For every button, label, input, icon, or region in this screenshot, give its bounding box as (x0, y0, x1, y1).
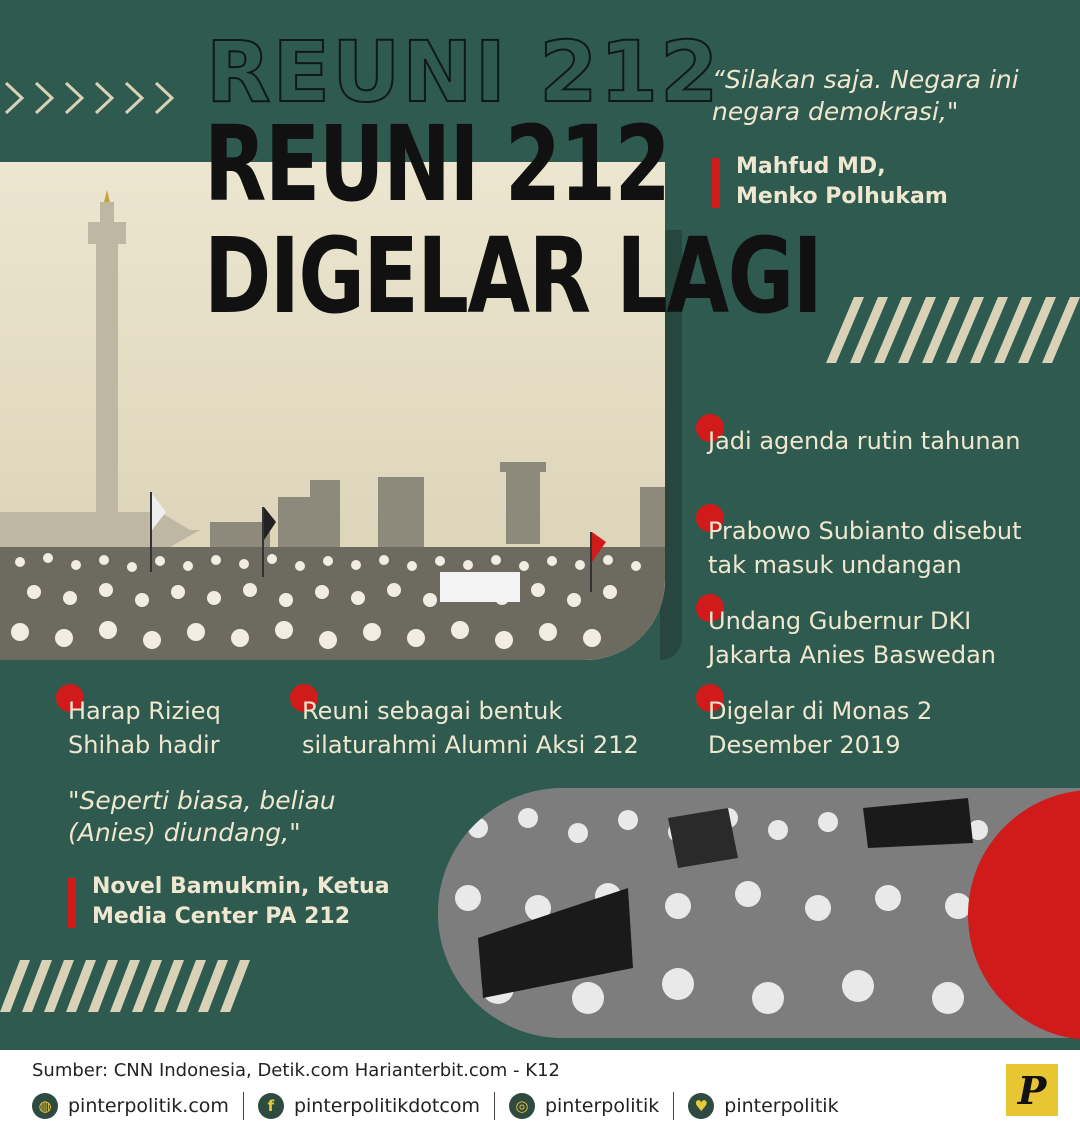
globe-icon: ◍ (32, 1093, 58, 1119)
facebook-icon: f (258, 1093, 284, 1119)
quote-top-text: “Silakan saja. Negara ini negara demokrasi," (712, 65, 1019, 126)
point-text: Reuni sebagai bentuk silaturahmi Alumni Aksi 212 (302, 697, 639, 759)
attribution-name: Mahfud MD, (736, 154, 886, 179)
chevron-arrows-decoration (4, 80, 194, 116)
social-link-website[interactable] (32, 1092, 244, 1120)
point-item (68, 694, 248, 762)
point-text: Prabowo Subianto disebut tak masuk undangan (708, 517, 1022, 579)
social-label: pinterpolitikdotcom (293, 1095, 480, 1117)
pinterpolitik-logo: P (1006, 1064, 1058, 1116)
point-item (708, 694, 968, 762)
social-label: pinterpolitik (724, 1095, 839, 1117)
page-title (204, 103, 822, 337)
quote-top-attribution (712, 152, 948, 212)
social-label: pinterpolitik.com (68, 1095, 229, 1117)
attribution-role: Media Center PA 212 (92, 904, 350, 929)
point-item (302, 694, 662, 762)
point-item (708, 424, 1038, 458)
quote-bottom-attribution (68, 872, 390, 932)
title-line-1: REUNI 212 (204, 103, 670, 225)
quote-bottom-text: "Seperti biasa, beliau (Anies) diundang," (68, 786, 336, 847)
instagram-icon: ◎ (509, 1093, 535, 1119)
attribution-role: Menko Polhukam (736, 184, 948, 209)
point-text: Digelar di Monas 2 Desember 2019 (708, 697, 933, 759)
source-text: Sumber: CNN Indonesia, Detik.com Harianterbit.com - K12 (32, 1060, 560, 1081)
social-label: pinterpolitik (544, 1095, 660, 1117)
point-text: Undang Gubernur DKI Jakarta Anies Baswedan (708, 607, 996, 669)
point-text: Jadi agenda rutin tahunan (708, 427, 1021, 455)
social-link-twitter[interactable] (688, 1092, 852, 1120)
social-link-instagram[interactable] (509, 1092, 674, 1120)
social-links (32, 1092, 867, 1120)
point-item (708, 604, 1048, 672)
ghost-title-outline: REUNI 212 (206, 30, 721, 108)
stripe-pattern-left (0, 960, 260, 1012)
title-line-2: DIGELAR LAGI (204, 215, 822, 337)
point-text: Harap Rizieq Shihab hadir (68, 697, 221, 759)
attribution-name: Novel Bamukmin, Ketua (92, 874, 390, 899)
footer (0, 1050, 1080, 1131)
point-item (708, 514, 1048, 582)
stripe-pattern-right (826, 297, 1080, 363)
twitter-icon: ♥ (688, 1093, 714, 1119)
social-link-facebook[interactable] (258, 1092, 495, 1120)
